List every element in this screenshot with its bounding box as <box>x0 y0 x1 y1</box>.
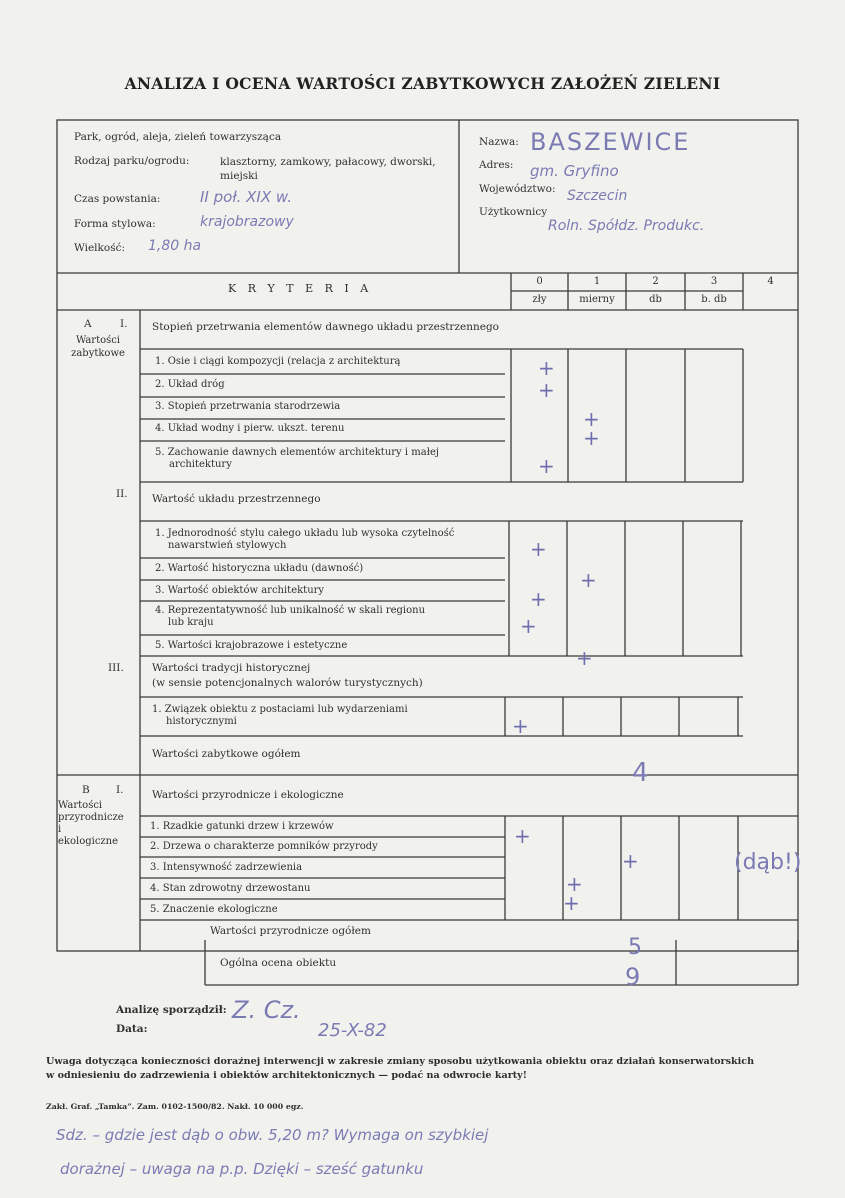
col-name-3: b. db <box>701 294 727 305</box>
park-kind-label: Rodzaj parku/ogrodu: <box>74 155 190 167</box>
mark-b-5: + <box>563 891 580 915</box>
criterion-a2-1-cont: nawarstwień stylowych <box>168 540 287 551</box>
notice-line-1: Uwaga dotycząca konieczności doraźnej interwencji w zakresie zmiany sposobu użytkowania obiektu oraz działań konserwatorskich <box>46 1056 755 1067</box>
group2-title: Wartość układu przestrzennego <box>152 493 321 505</box>
section-a-roman-2: II. <box>116 488 128 500</box>
mark-b-4: + <box>566 872 583 896</box>
prepared-by-value: Z. Cz. <box>232 996 301 1024</box>
document-title: ANALIZA I OCENA WARTOŚCI ZABYTKOWYCH ZAŁOŻEŃ ZIELENI <box>124 74 721 93</box>
criteria-title: K R Y T E R I A <box>228 282 373 295</box>
criterion-a2-3: 3. Wartość obiektów architektury <box>155 585 325 596</box>
mark-a2-3: + <box>530 587 547 611</box>
section-b-name: Wartości przyrodnicze i ekologiczne <box>58 800 124 847</box>
address-value: gm. Gryfino <box>530 162 619 180</box>
origin-value: II poł. XIX w. <box>200 188 292 206</box>
printer-imprint: Zakł. Graf. „Tamka”. Zam. 0102-1500/82. Nakł. 10 000 egz. <box>46 1102 304 1111</box>
style-value: krajobrazowy <box>200 214 294 230</box>
criterion-a1-4: 4. Układ wodny i pierw. ukszt. terenu <box>155 423 345 434</box>
section-a-roman-3: III. <box>108 662 124 674</box>
col-name-1: mierny <box>579 294 615 305</box>
size-value: 1,80 ha <box>148 238 202 254</box>
criterion-b-5: 5. Znaczenie ekologiczne <box>150 904 278 915</box>
criterion-a2-4-cont: lub kraju <box>168 617 214 628</box>
criterion-a1-5: 5. Zachowanie dawnych elementów architektury i małej <box>155 447 439 458</box>
mark-a1-1: + <box>538 356 555 380</box>
group3-subtitle: (w sensie potencjonalnych walorów turystycznych) <box>152 677 423 689</box>
criterion-a1-1: 1. Osie i ciągi kompozycji (relacja z architekturą <box>155 356 401 367</box>
users-value: Roln. Spółdz. Produkc. <box>548 218 705 234</box>
nature-group-title: Wartości przyrodnicze i ekologiczne <box>152 789 344 801</box>
criterion-a1-3: 3. Stopień przetrwania starodrzewia <box>155 401 341 412</box>
criterion-b-2: 2. Drzewa o charakterze pomników przyrody <box>150 841 378 852</box>
origin-label: Czas powstania: <box>74 193 161 205</box>
section-a-roman-1: I. <box>120 318 128 330</box>
criterion-a1-5-cont: architektury <box>169 459 232 470</box>
nature-side-note: (dąb!) <box>734 850 802 875</box>
overall-label: Ogólna ocena obiektu <box>220 957 337 969</box>
park-kind-options: klasztorny, zamkowy, pałacowy, dworski, <box>220 156 436 168</box>
section-a-letter: A <box>84 318 92 330</box>
section-b-letter: B <box>82 784 90 796</box>
col-number-1: 1 <box>593 276 601 287</box>
criterion-a3-1-cont: historycznymi <box>166 716 237 727</box>
mark-a1-2: + <box>538 378 555 402</box>
users-label: Użytkownicy <box>479 206 548 218</box>
section-b-roman: I. <box>116 784 124 796</box>
criterion-b-1: 1. Rzadkie gatunki drzew i krzewów <box>150 821 334 832</box>
mark-a2-2: + <box>580 568 597 592</box>
handwritten-note-line-1: Sdz. – gdzie jest dąb o obw. 5,20 m? Wymaga on szybkiej <box>56 1126 489 1144</box>
mark-a2-4: + <box>520 614 537 638</box>
handwritten-note-line-2: dorażnej – uwaga na p.p. Dzięki – sześć gatunku <box>60 1160 424 1178</box>
voivodeship-label: Województwo: <box>479 183 556 195</box>
criterion-a2-5: 5. Wartości krajobrazowe i estetyczne <box>155 640 348 651</box>
col-name-0: zły <box>532 294 547 305</box>
col-number-4: 4 <box>767 276 774 287</box>
mark-b-1: + <box>514 824 531 848</box>
date-label: Data: <box>116 1023 148 1035</box>
notice-line-2: w odniesieniu do zadrzewienia i obiektów architektonicznych — podać na odwrocie karty! <box>46 1070 527 1081</box>
nature-total-label: Wartości przyrodnicze ogółem <box>210 925 371 937</box>
nature-total-value: 5 <box>628 935 642 960</box>
size-label: Wielkość: <box>74 242 126 254</box>
col-number-0: 0 <box>536 276 543 287</box>
group1-title: Stopień przetrwania elementów dawnego układu przestrzennego <box>152 321 499 333</box>
heritage-total-value: 4 <box>632 758 649 788</box>
name-value: BASZEWICE <box>530 128 691 156</box>
criterion-a2-1: 1. Jednorodność stylu całego układu lub wysoka czytelność <box>155 528 455 539</box>
name-label: Nazwa: <box>479 136 519 148</box>
section-a-name: Wartości zabytkowe <box>71 335 125 359</box>
heritage-total-label: Wartości zabytkowe ogółem <box>152 748 301 760</box>
mark-a3-1: + <box>512 714 529 738</box>
park-kind-options-2: miejski <box>220 170 258 182</box>
col-number-3: 3 <box>710 276 718 287</box>
mark-a2-5: + <box>576 646 593 670</box>
mark-a2-1: + <box>530 537 547 561</box>
criterion-a1-2: 2. Układ dróg <box>155 379 225 390</box>
mark-a1-4: + <box>583 426 600 450</box>
col-name-2: db <box>649 294 662 305</box>
col-number-2: 2 <box>652 276 659 287</box>
prepared-by-label: Analizę sporządził: <box>116 1004 227 1016</box>
mark-b-3: + <box>622 849 639 873</box>
criterion-a2-4: 4. Reprezentatywność lub unikalność w skali regionu <box>155 605 426 616</box>
criterion-b-4: 4. Stan zdrowotny drzewostanu <box>150 883 311 894</box>
park-type-label: Park, ogród, aleja, zieleń towarzysząca <box>74 131 282 143</box>
overall-value: 9 <box>625 963 641 991</box>
date-value: 25-X-82 <box>318 1020 387 1041</box>
criterion-a3-1: 1. Związek obiektu z postaciami lub wydarzeniami <box>152 704 408 715</box>
address-label: Adres: <box>479 159 514 171</box>
mark-a1-5: + <box>538 454 555 478</box>
mark-a1-3: + <box>583 407 600 431</box>
group3-title: Wartości tradycji historycznej <box>152 662 311 674</box>
criterion-a2-2: 2. Wartość historyczna układu (dawność) <box>155 563 364 574</box>
style-label: Forma stylowa: <box>74 218 156 230</box>
voivodeship-value: Szczecin <box>567 188 628 204</box>
criterion-b-3: 3. Intensywność zadrzewienia <box>150 862 303 873</box>
